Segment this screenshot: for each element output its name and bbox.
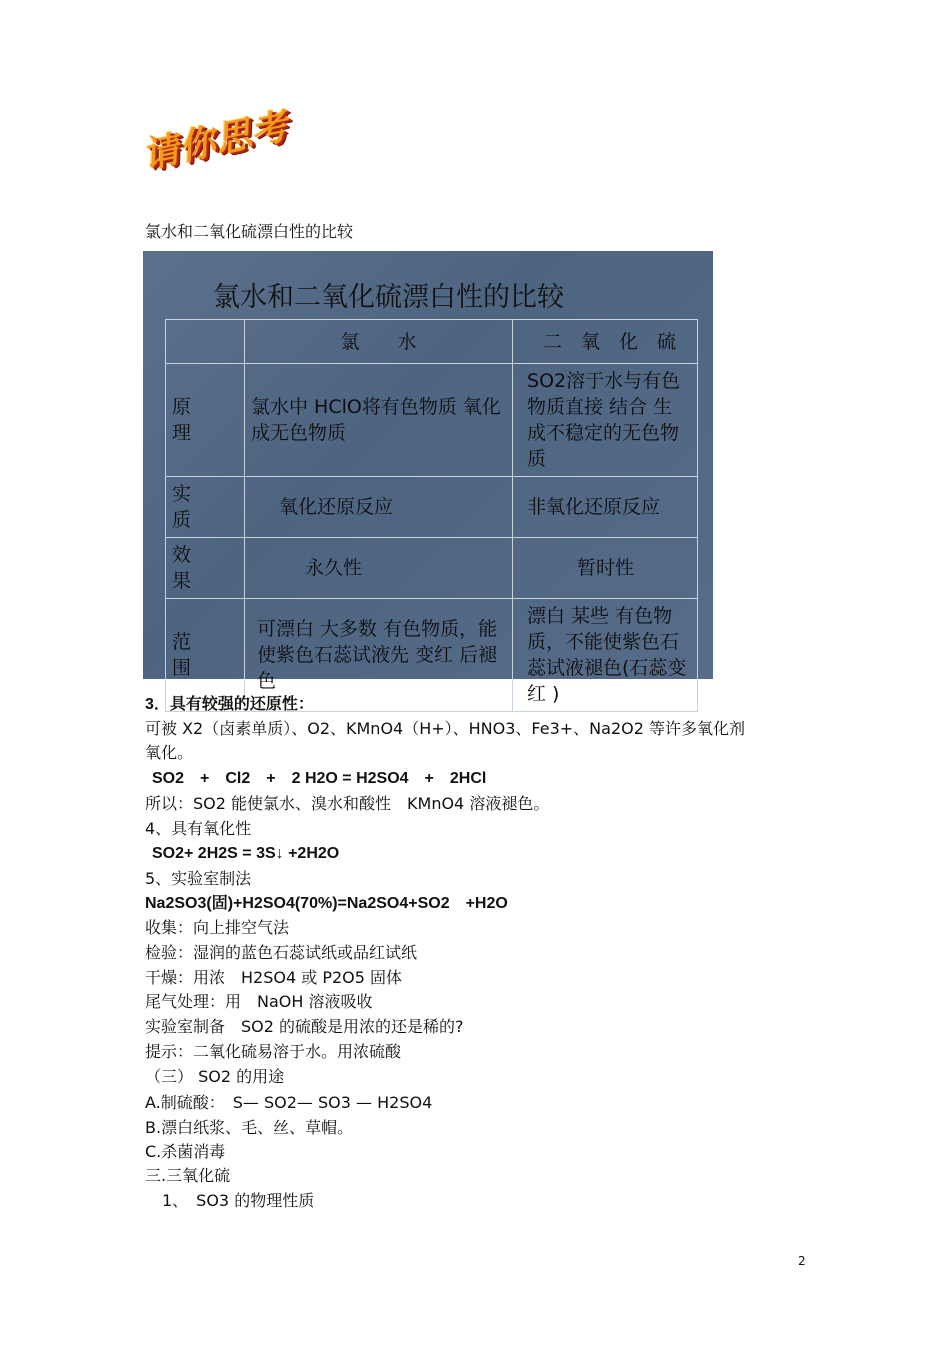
- slide-title: 氯水和二氧化硫漂白性的比较: [213, 282, 564, 313]
- section-3-heading: 3．具有较强的还原性：: [145, 696, 314, 713]
- chlorine-cell: 氧化还原反应: [245, 477, 513, 538]
- collection-line: 收集：向上排空气法: [145, 918, 290, 937]
- use-b: B.漂白纸浆、毛、丝、草帽。: [145, 1118, 354, 1137]
- row-label: 原 理: [166, 364, 245, 477]
- table-row: [166, 538, 698, 599]
- hint-line: 提示：二氧化硫易溶于水。用浓硫酸: [145, 1042, 402, 1061]
- exhaust-line: 尾气处理：用 NaOH 溶液吸收: [145, 992, 373, 1011]
- therefore-line: 所以：SO2 能使氯水、溴水和酸性 KMnO4 溶液褪色。: [145, 794, 550, 813]
- use-c: C.杀菌消毒: [145, 1142, 226, 1161]
- row-label: 效 果: [166, 538, 245, 599]
- so3-heading: 三.三氧化硫: [145, 1166, 231, 1185]
- so2-cell: 非氧化还原反应: [513, 477, 698, 538]
- drying-line: 干燥：用浓 H2SO4 或 P2O5 固体: [145, 968, 403, 987]
- figure-caption: 氯水和二氧化硫漂白性的比较: [145, 222, 354, 241]
- equation-lab-prep: Na2SO3(固)+H2SO4(70%)=Na2SO4+SO2 +H2O: [145, 895, 508, 912]
- think-banner: [138, 105, 318, 200]
- oxidants-line: 可被 X2（卤素单质）、O2、KMnO4（H+）、HNO3、Fe3+、Na2O2 等许多氧化剂: [145, 719, 745, 738]
- chlorine-cell: 可漂白 大多数 有色物质，能使紫色石蕊试液先 变红 后褪色: [245, 599, 513, 712]
- chlorine-cell: 永久性: [245, 538, 513, 599]
- section-5-heading: 5、实验室制法: [145, 869, 252, 888]
- table-header-row: [166, 320, 698, 364]
- comparison-table: [165, 319, 698, 712]
- so2-cell: SO2溶于水与有色物质直接 结合 生成不稳定的无色物质: [513, 364, 698, 477]
- table-row: [166, 477, 698, 538]
- section-4-heading: 4、具有氧化性: [145, 819, 252, 838]
- table-row: [166, 364, 698, 477]
- question-line: 实验室制备 SO2 的硫酸是用浓的还是稀的?: [145, 1017, 464, 1036]
- equation-cl2: SO2 + Cl2 + 2 H2O = H2SO4 + 2HCl: [152, 770, 487, 787]
- uses-heading: （三） SO2 的用途: [145, 1067, 285, 1086]
- oxidants-line-cont: 氧化。: [145, 743, 194, 762]
- row-label: 范 围: [166, 599, 245, 712]
- test-line: 检验：湿润的蓝色石蕊试纸或品红试纸: [145, 943, 418, 962]
- use-a: A.制硫酸： S— SO2— SO3 — H2SO4: [145, 1093, 433, 1112]
- page-number: 2: [798, 1254, 806, 1268]
- header-chlorine: 氯 水: [245, 320, 513, 364]
- row-label: 实 质: [166, 477, 245, 538]
- equation-h2s: SO2+ 2H2S = 3S↓ +2H2O: [152, 845, 340, 862]
- header-blank: [166, 320, 245, 364]
- header-so2: 二 氧 化 硫: [513, 320, 698, 364]
- banner-text: 请你思考: [138, 105, 293, 178]
- so2-cell: 暂时性: [513, 538, 698, 599]
- so2-cell: 漂白 某些 有色物质，不能使紫色石蕊试液褪色(石蕊变红 ): [513, 599, 698, 712]
- so3-physical-heading: 1、 SO3 的物理性质: [162, 1191, 315, 1210]
- chlorine-cell: 氯水中 HClO将有色物质 氧化 成无色物质: [245, 364, 513, 477]
